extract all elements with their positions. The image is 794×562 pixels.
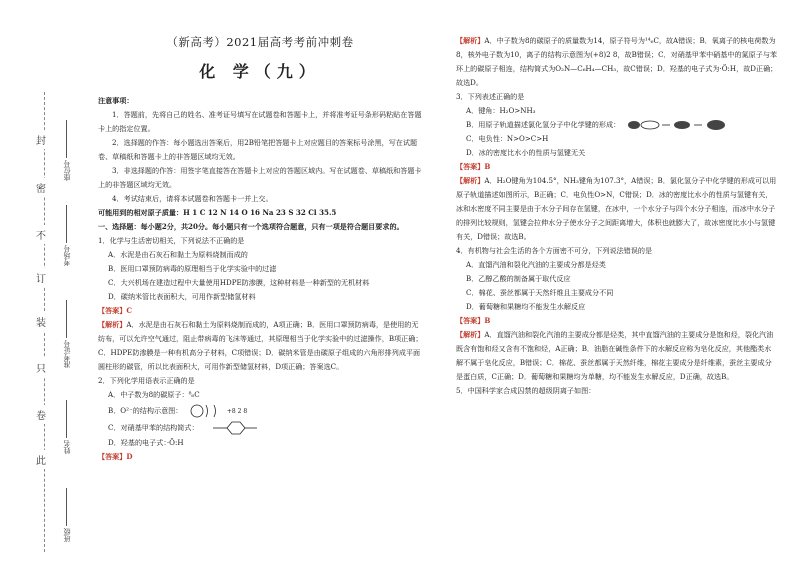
analysis-paragraph: 【解析】A．水泥是由石灰石和黏土为原料烧制而成的，A项正确；B．医用口罩预防病毒，是使用的无纺布，可以允许空气通过，阻止带病毒的飞沫等通过，其原理相当于化学实验中的过滤操作，B项正确；C．HDPE防渗膜是一种有机高分子材料，C项错误；D．碳纳米管是由碳原子组成的六角形排列成平面圆柱形的碳管，所以比表面积大，可用作新型储氢材料，D项正确；答案选C。 bbox=[98, 320, 423, 371]
option: D．冰的密度比水小的性质与氢键无关 bbox=[466, 148, 586, 157]
section-heading: 一、选择题：每小题2分，共20分。每小题只有一个选项符合题意，只有一项是符合题目要求的。 bbox=[98, 222, 404, 231]
orbital-overlap-diagram bbox=[626, 119, 726, 131]
note-item: 3．非选择题的作答：用签字笔直接答在答题卡上对应的答题区域内。写在试题卷、草稿纸和答题卡上的非答题区域均无效。 bbox=[98, 166, 422, 189]
note-item: 2．选择题的作答：每小题选出答案后，用2B铅笔把答题卡上对应题目的答案标号涂黑，写在试题卷、草稿纸和答题卡上的非答题区域均无效。 bbox=[98, 138, 418, 161]
field-exam-room: 考场号 bbox=[62, 205, 72, 266]
atomic-masses: 可能用到的相对原子质量：H 1 C 12 N 14 O 16 Na 23 S 32 Cl 35.5 bbox=[98, 208, 337, 217]
note-item: 1．答题前，先将自己的姓名、准考证号填写在试题卷和答题卡上，并将准考证号条形码粘贴在答题卡上的指定位置。 bbox=[98, 110, 422, 133]
answer-line: 【答案】B bbox=[456, 316, 491, 325]
seal-char: 不 bbox=[36, 225, 46, 244]
field-seat-number: 座位号 bbox=[62, 120, 72, 181]
analysis-paragraph: 【解析】A．中子数为8的碳原子的质量数为14，原子符号为¹⁴₆C，故A错误；B．氧离子的核电荷数为8，核外电子数为10，离子的结构示意图为(+8)2 8，故B错误；C．对硝基甲苯中硝基中的氮原子与苯环上的碳原子相连，结构简式为O₂N—C₆H₄—CH₃，故C错误；D．羟基的电子式为·Ö:H，故D正确；故选D。 bbox=[456, 36, 778, 87]
seal-char: 密 bbox=[36, 178, 46, 197]
nitrotoluene-structure bbox=[205, 420, 265, 436]
option: B．O²⁻的结构示意图： +8 2 8 bbox=[90, 402, 430, 420]
question-stem: 2．下列化学用语表示正确的是 bbox=[98, 376, 195, 385]
option: B．医用口罩预防病毒的原理相当于化学实验中的过滤 bbox=[108, 264, 277, 273]
exam-subtitle: 化 学（九） bbox=[199, 62, 321, 81]
question-stem: 4．有机物与社会生活的各个方面密不可分，下列说法错误的是 bbox=[456, 246, 653, 255]
option: C．棉花、蚕丝都属于天然纤维且主要成分不同 bbox=[466, 288, 614, 297]
right-column bbox=[448, 34, 784, 398]
option: D．葡萄糖和果糖均不能发生水解反应 bbox=[466, 302, 586, 311]
analysis-paragraph: 【解析】A．H₂O键角为104.5°，NH₃键角为107.3°，A错误；B．氯化氢分子中化学键的形成可以用原子轨道描述如图所示，B正确；C．电负性O>N，C错误；D．冰的密度比水小的性质与氢键有关，冰和水密度不同主要是由于水分子间存在氢键，在冰中，一个水分子与四个水分子相连，而冰中水分子的排列比较规则，氢键会拉伸水分子使水分子之间距离增大，体积也就膨大了，故冰密度比水小与氢键有关，D错误；故选B。 bbox=[456, 176, 777, 241]
field-admission-ticket: 准考证号 bbox=[62, 300, 72, 368]
option: A．中子数为8的碳原子：⁸₆C bbox=[108, 390, 200, 399]
note-item: 4．考试结束后，请将本试题卷和答题卡一并上交。 bbox=[112, 194, 273, 203]
seal-char: 封 bbox=[36, 130, 46, 149]
ion-structure-diagram bbox=[189, 402, 225, 420]
option: C．电负性：N>O>C>H bbox=[466, 134, 549, 143]
option: C．对硝基甲苯的结构简式： bbox=[90, 420, 430, 436]
left-column bbox=[90, 0, 430, 464]
question-stem: 1．化学与生活密切相关，下列说法不正确的是 bbox=[98, 236, 245, 245]
option: B．乙醇乙酸的制备属于取代反应 bbox=[466, 274, 571, 283]
option: D．碳纳米管比表面积大，可用作新型储氢材料 bbox=[108, 292, 256, 301]
answer-line: 【答案】C bbox=[98, 306, 133, 315]
option: B．用原子轨道描述氯化氢分子中化学键的形成： bbox=[448, 118, 784, 132]
option: A．键角：H₂O>NH₃ bbox=[466, 106, 536, 115]
question-stem: 5．中国科学家合成囚禁的超级阴离子如图： bbox=[456, 386, 596, 395]
field-class: 班级 bbox=[62, 488, 72, 542]
option: C．大兴机场在建造过程中大量使用HDPE防渗膜，这种材料是一种新型的无机材料 bbox=[108, 278, 370, 287]
ion-structure-label: +8 2 8 bbox=[226, 408, 248, 415]
field-name: 姓名 bbox=[62, 400, 72, 454]
binding-strip bbox=[0, 0, 90, 562]
option: A．水泥是由石灰石和黏土为原料烧制而成的 bbox=[108, 250, 248, 259]
answer-line: 【答案】B bbox=[456, 162, 491, 171]
notes-heading: 注意事项： bbox=[98, 96, 134, 105]
seal-char: 卷 bbox=[36, 405, 46, 424]
seal-char: 此 bbox=[36, 450, 46, 469]
seal-char: 只 bbox=[36, 358, 46, 377]
seal-char: 订 bbox=[36, 268, 46, 287]
analysis-paragraph: 【解析】A．直馏汽油和裂化汽油的主要成分都是烃类，其中直馏汽油的主要成分是饱和烃，裂化汽油既含有饱和烃又含有不饱和烃，A正确；B．油脂在碱性条件下的水解反应称为皂化反应，其他酯类水解不属于皂化反应，B错误；C．棉花、蚕丝都属于天然纤维，棉花主要成分是纤维素，蚕丝主要成分是蛋白质，C正确；D．葡萄糖和果糖均为单糖，均不能发生水解反应，D正确，故选B。 bbox=[456, 330, 774, 381]
answer-line: 【答案】D bbox=[98, 452, 133, 461]
seal-char: 装 bbox=[36, 312, 46, 331]
exam-title: （新高考）2021届高考考前冲刺卷 bbox=[166, 35, 354, 49]
question-stem: 3．下列表述正确的是 bbox=[456, 92, 525, 101]
option: A．直馏汽油和裂化汽油的主要成分都是烃类 bbox=[466, 260, 606, 269]
option: D．羟基的电子式：·Ö:H bbox=[108, 438, 184, 447]
